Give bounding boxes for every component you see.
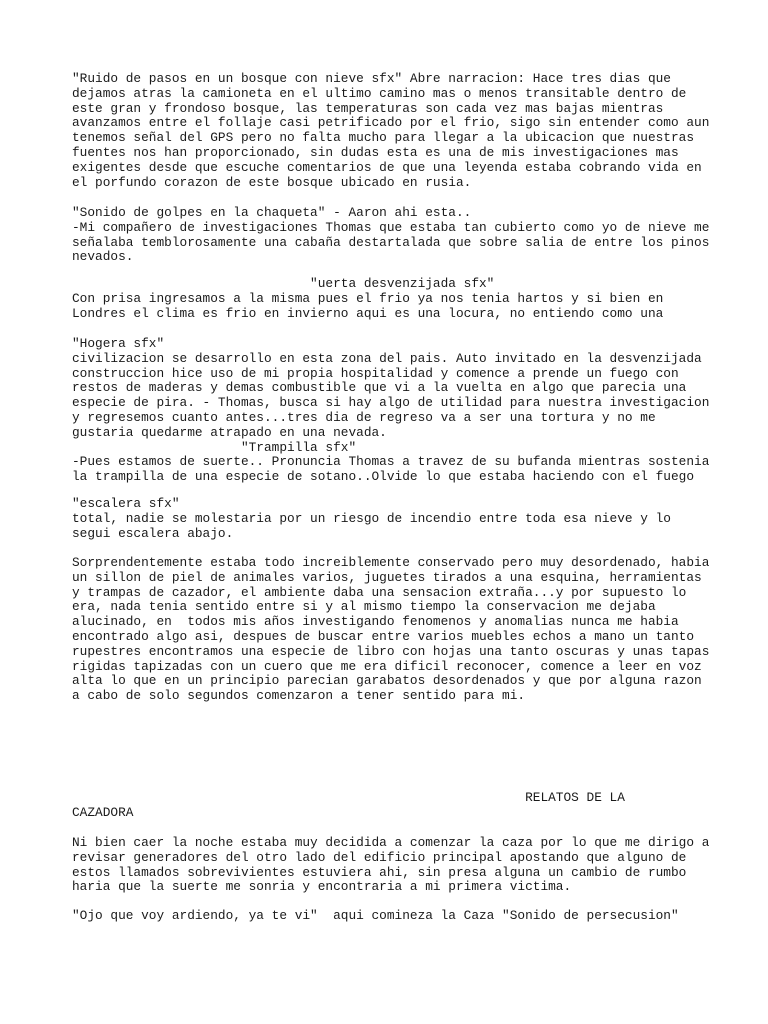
section-heading-relatos: RELATOS DE LA CAZADORA bbox=[72, 790, 625, 820]
paragraph-cabin-sighting: "Sonido de golpes en la chaqueta" - Aaron ahi esta.. -Mi compañero de investigaciones Thomas que estaba tan cubierto como yo de nieve me señalaba temblorosamente una cabaña destartalada que sobre salia de entre los pinos nevados. bbox=[72, 205, 710, 265]
paragraph-forest-intro: "Ruido de pasos en un bosque con nieve sfx" Abre narracion: Hace tres dias que dejamos atras la camioneta en el ultimo camino mas o menos transitable dentro de este gran y frondoso bosque, las temperaturas son cada vez mas bajas mientras avanzamos entre el follaje casi petrificado por el frio, sigo sin entender como aun tenemos señal del GPS pero no falta mucho para llegar a la ubicacion que nuestras fuentes nos han proporcionado, sin dudas esta es una de mis investigaciones mas exigentes desde que escuche comentarios de que una leyenda estaba cobrando vida en el porfundo corazon de este bosque ubicado en rusia. bbox=[72, 71, 710, 190]
paragraph-entering-cabin: "uerta desvenzijada sfx" Con prisa ingresamos a la misma pues el frio ya nos tenia hartos y si bien en Londres el clima es frio en invierno aqui es una locura, no entiendo como una bbox=[72, 276, 664, 321]
paragraph-stairs: "escalera sfx" total, nadie se molestaria por un riesgo de incendio entre toda esa nieve y lo segui escalera abajo. bbox=[72, 496, 671, 541]
paragraph-closing-line: "Ojo que voy ardiendo, ya te vi" aqui comineza la Caza "Sonido de persecusion" bbox=[72, 908, 679, 923]
paragraph-basement-book: Sorprendentemente estaba todo increiblemente conservado pero muy desordenado, habia un sillon de piel de animales varios, juguetes tirados a una esquina, herramientas y trampas de cazador, el ambiente daba una sensacion extraña...y por supuesto lo era, nada tenia sentido entre si y al mismo tiempo la conservacion me dejaba alucinado, en todos mis años investigando fenomenos y anomalias nunca me habia encontrado algo asi, despues de buscar entre varios muebles echos a mano un tanto rupestres encontramos una especie de libro con hojas una tanto oscuras y unas tapas rigidas tapizadas con un cuero que me era dificil reconocer, comence a leer en voz alta lo que en un principio parecian garabatos desordenados y que por alguna razon a cabo de solo segundos comenzaron a tener sentido para mi. bbox=[72, 555, 710, 704]
paragraph-hunt-begins: Ni bien caer la noche estaba muy decidida a comenzar la caza por lo que me dirigo a revisar generadores del otro lado del edificio principal apostando que alguno de estos llamados sobrevivientes estuviera ahi, sin presa alguna un cambio de rumbo haria que la suerte me sonria y encontraria a mi primera victima. bbox=[72, 835, 710, 895]
paragraph-bonfire-trapdoor: "Hogera sfx" civilizacion se desarrollo en esta zona del pais. Auto invitado en la desvenzijada construccion hice uso de mi propia hospitalidad y comence a prende un fuego con restos de maderas y demas combustible que vi a la vuelta en algo que parecia una especie de pira. - Thomas, busca si hay algo de utilidad para nuestra investigacion y regresemos cuanto antes...tres dia de regreso va a ser una tortura y no me gustaria quedarme atrapado en una nevada. "Trampilla sfx" -Pues estamos de suerte.. Pronuncia Thomas a travez de su bufanda mientras sostenia la trampilla de una especie de sotano..Olvide lo que estaba haciendo con el fuego bbox=[72, 336, 710, 485]
